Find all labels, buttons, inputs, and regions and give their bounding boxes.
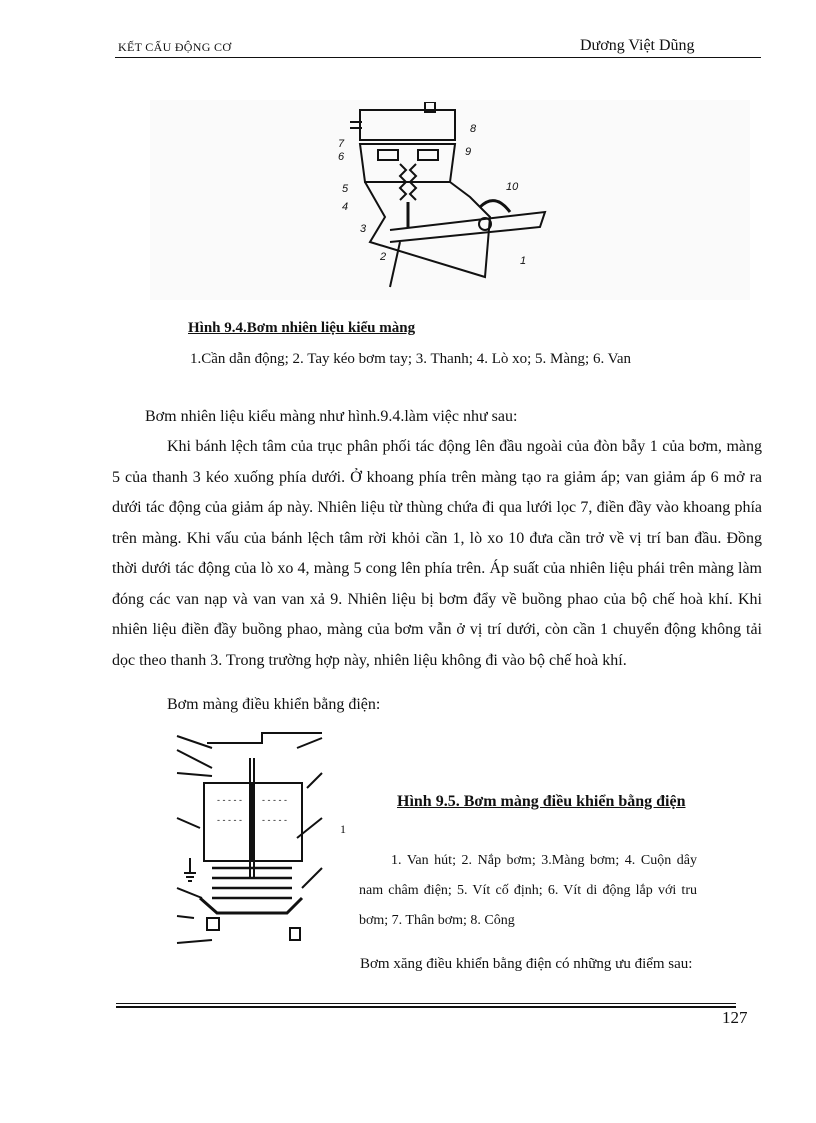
ground-symbol bbox=[184, 858, 196, 881]
intro-line: Bơm nhiên liệu kiểu màng như hình.9.4.làm việc như sau: bbox=[145, 408, 518, 425]
fluid-pattern-right: - - - - - bbox=[262, 795, 287, 805]
top-cap bbox=[207, 733, 322, 743]
diaphragm-chamber bbox=[360, 144, 455, 182]
fluid-pattern-left-2: - - - - - bbox=[217, 815, 242, 825]
leader-lines-right bbox=[297, 738, 322, 888]
fluid-pattern-left: - - - - - bbox=[217, 795, 242, 805]
footer-rule-thick bbox=[116, 1006, 736, 1008]
header-author: Dương Việt Dũng bbox=[580, 37, 695, 54]
fluid-pattern-right-2: - - - - - bbox=[262, 815, 287, 825]
fuel-pump-diagram bbox=[330, 102, 560, 292]
figure2-side-label: 1 bbox=[340, 822, 346, 836]
valve-right bbox=[290, 928, 300, 940]
diaphragm bbox=[200, 898, 302, 913]
pump-cover bbox=[360, 110, 455, 140]
figure2-caption-title: Hình 9.5. Bơm màng điều khiển bằng điện bbox=[397, 793, 686, 810]
label-4: 4 bbox=[342, 201, 349, 213]
figure2-caption-desc-text: 1. Van hút; 2. Nắp bơm; 3.Màng bơm; 4. Cuộn dây nam châm điện; 5. Vít cố định; 6. Vít di động lắp với tru bơm; 7. Thân bơm; 8. Công bbox=[359, 853, 697, 928]
header-title: KẾT CẤU ĐỘNG CƠ bbox=[118, 40, 232, 54]
valve-left bbox=[207, 918, 219, 930]
electric-pump-diagram bbox=[172, 728, 332, 953]
electric-intro: Bơm màng điều khiển bằng điện: bbox=[167, 696, 381, 713]
spring-coils bbox=[212, 868, 292, 898]
label-5: 5 bbox=[342, 183, 349, 195]
lever bbox=[390, 212, 545, 242]
label-9: 9 bbox=[465, 146, 472, 158]
label-2: 2 bbox=[380, 251, 387, 263]
header-rule bbox=[115, 57, 761, 58]
label-3: 3 bbox=[360, 223, 367, 235]
figure2-caption-desc bbox=[359, 846, 697, 932]
body-paragraph: Khi bánh lệch tâm của trục phân phối tác động lên đầu ngoài của đòn bẫy 1 của bơm, màng 5 của thanh 3 kéo xuống phía dưới. Ở khoang phía trên màng tạo ra giảm áp; van giảm áp 6 mở ra dưới tác động của giảm áp này. Nhiên liệu từ thùng chứa đi qua lưới lọc 7, điền đầy vào khoang phía trên màng. Khi vấu của bánh lệch tâm rời khỏi cần 1, lò xo 10 đưa cần trở về vị trí ban đầu. Đồng thời dưới tác động của lò xo 4, màng 5 cong lên phía trên. Áp suất của nhiên liệu phái trên màng làm đóng các van nạp và van van xả 9. Nhiên liệu bị bơm đẩy về buồng phao của bộ chế hoà khí. Khi nhiên liệu điền đầy buồng phao, màng của bơm vẫn ở vị trí dưới, còn cần 1 chuyển động không tải dọc theo thanh 3. Trong trường hợp này, nhiên liệu không đi vào bộ chế hoà khí. bbox=[112, 438, 762, 669]
label-10: 10 bbox=[506, 181, 519, 193]
figure1-caption-title: Hình 9.4.Bơm nhiên liệu kiểu màng bbox=[188, 320, 416, 336]
valves bbox=[378, 150, 438, 160]
leader-lines-left bbox=[177, 736, 212, 943]
figure1-caption-desc: 1.Cần dẫn động; 2. Tay kéo bơm tay; 3. Thanh; 4. Lò xo; 5. Màng; 6. Van bbox=[190, 351, 632, 367]
page-number: 127 bbox=[722, 1008, 748, 1027]
label-1: 1 bbox=[520, 255, 527, 267]
label-7: 7 bbox=[338, 138, 345, 150]
advantages-line: Bơm xăng điều khiển bằng điện có những ưu điểm sau: bbox=[360, 956, 693, 972]
footer-rule bbox=[116, 1003, 736, 1004]
label-8: 8 bbox=[470, 123, 477, 135]
label-6: 6 bbox=[338, 151, 345, 163]
